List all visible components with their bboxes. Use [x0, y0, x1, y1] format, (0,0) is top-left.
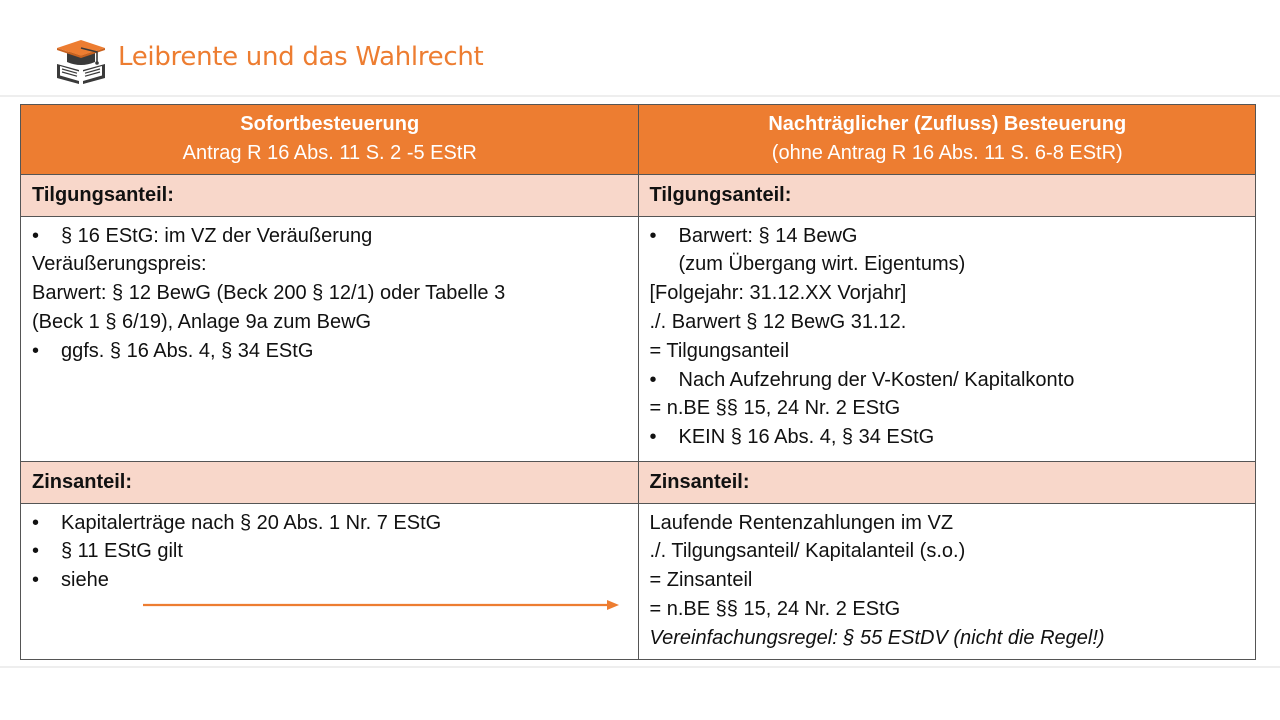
bullet-item: • § 11 EStG gilt — [32, 537, 628, 566]
header-subtitle: Antrag R 16 Abs. 11 S. 2 -5 EStR — [182, 141, 477, 164]
section-row-tilgungsanteil — [21, 174, 1256, 216]
section-row-zinsanteil — [21, 461, 1256, 503]
header-title: Nachträglicher (Zufluss) Besteuerung — [768, 113, 1127, 135]
bullet-item: • Kapitalerträge nach § 20 Abs. 1 Nr. 7 EStG — [32, 509, 628, 538]
table-row — [21, 216, 1256, 461]
slide-header — [0, 0, 1280, 96]
header-subtitle: (ohne Antrag R 16 Abs. 11 S. 6-8 EStR) — [771, 141, 1123, 164]
text-line: = n.BE §§ 15, 24 Nr. 2 EStG — [649, 397, 901, 420]
text-line: Laufende Rentenzahlungen im VZ — [649, 511, 954, 534]
page-title: Leibrente und das Wahlrecht — [118, 42, 484, 72]
header-cell-sofortbesteuerung — [21, 105, 639, 175]
cell-left-zins — [21, 503, 639, 659]
text-line: = n.BE §§ 15, 24 Nr. 2 EStG — [649, 597, 901, 620]
bullet-item: • KEIN § 16 Abs. 4, § 34 EStG — [650, 423, 1246, 452]
text-line: Barwert: § 12 BewG (Beck 200 § 12/1) oder Tabelle 3 — [32, 282, 506, 305]
footer-divider — [0, 666, 1280, 668]
text-line: (zum Übergang wirt. Eigentums) — [678, 253, 966, 276]
text-line: Veräußerungspreis: — [32, 253, 207, 276]
section-label: Zinsanteil: — [21, 461, 639, 503]
text-line: [Folgejahr: 31.12.XX Vorjahr] — [649, 282, 907, 305]
bullet-item: • Nach Aufzehrung der V-Kosten/ Kapitalkonto — [650, 366, 1246, 395]
header-title: Sofortbesteuerung — [240, 113, 420, 135]
section-label: Zinsanteil: — [638, 461, 1256, 503]
text-line: (Beck 1 § 6/19), Anlage 9a zum BewG — [32, 310, 372, 333]
graduation-cap-book-icon — [53, 38, 109, 86]
section-label: Tilgungsanteil: — [638, 174, 1256, 216]
text-line: = Zinsanteil — [649, 569, 753, 592]
text-line-italic: Vereinfachungsregel: § 55 EStDV (nicht die Regel!) — [649, 626, 1105, 649]
bullet-item: • § 16 EStG: im VZ der Veräußerung — [32, 222, 628, 251]
cell-left-tilgung — [21, 216, 639, 461]
bullet-item: • ggfs. § 16 Abs. 4, § 34 EStG — [32, 337, 628, 366]
text-line: = Tilgungsanteil — [649, 339, 790, 362]
table-row — [21, 503, 1256, 659]
table-header-row — [21, 105, 1256, 175]
section-label: Tilgungsanteil: — [21, 174, 639, 216]
header-cell-nachtraegliche — [638, 105, 1256, 175]
bullet-item: • siehe — [32, 566, 628, 595]
header-divider — [0, 95, 1280, 97]
cell-right-zins — [638, 503, 1256, 659]
arrow-right-icon — [143, 598, 621, 612]
bullet-item: • Barwert: § 14 BewG — [650, 222, 1246, 251]
comparison-table — [20, 104, 1256, 660]
cell-right-tilgung — [638, 216, 1256, 461]
text-line: ./. Barwert § 12 BewG 31.12. — [649, 310, 907, 333]
text-line: ./. Tilgungsanteil/ Kapitalanteil (s.o.) — [649, 540, 966, 563]
